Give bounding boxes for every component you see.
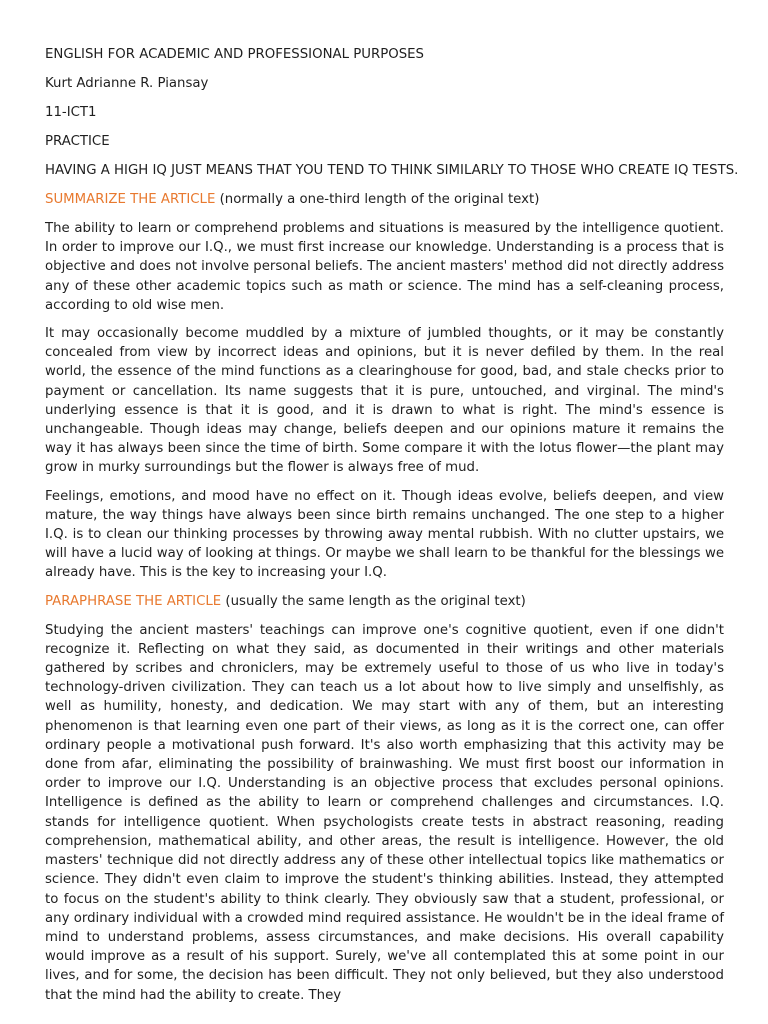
paraphrase-heading bbox=[45, 592, 724, 611]
paraphrase-paragraph-1: Studying the ancient masters' teachings can improve one's cognitive quotient, even if one didn't recognize it. Reflecting on what they said, as documented in their writings and other materials gathered by scribes and chroniclers, may be extremely useful to those of us who live in today's technology-driven civilization. They can teach us a lot about how to live simply and unselfishly, as well as humility, honesty, and dedication. We may start with any of them, but an interesting phenomenon is that learning even one part of their views, as long as it is the correct one, can offer ordinary people a motivational push forward. It's also worth emphasizing that this activity may be done from afar, eliminating the possibility of brainwashing. We must first boost our information in order to improve our I.Q. Understanding is an objective process that excludes personal opinions. Intelligence is defined as the ability to learn or comprehend challenges and circumstances. I.Q. stands for intelligence quotient. When psychologists create tests in abstract reasoning, reading comprehension, mathematical ability, and other areas, the result is intelligence. However, the old masters' technique did not directly address any of these other intellectual topics like mathematics or science. They didn't even claim to improve the student's thinking abilities. Instead, they attempted to focus on the student's ability to think clearly. They obviously saw that a student, professional, or any ordinary individual with a crowded mind required assistance. He wouldn't be in the ideal frame of mind to understand problems, assess circumstances, and make decisions. His overall capability would improve as a result of his support. Surely, we've all contemplated this at some point in our lives, and for some, the decision has been difficult. They not only believed, but they also understood that the mind had the ability to create. They bbox=[45, 622, 724, 1003]
student-name: Kurt Adrianne R. Piansay bbox=[45, 76, 209, 91]
summary-paragraph-2: It may occasionally become muddled by a mixture of jumbled thoughts, or it may be constantly concealed from view by incorrect ideas and opinions, but it is never defiled by them. In the real world, the essence of the mind functions as a clearinghouse for good, bad, and stale checks prior to payment or cancellation. Its name suggests that it is pure, untouched, and virginal. The mind's underlying essence is that it is good, and it is drawn to what is right. The mind's essence is unchangeable. Though ideas may change, beliefs deepen and our opinions mature it remains the way it has always been since the time of birth. Some compare it with the lotus flower—the plant may grow in murky surroundings but the flower is always free of mud. bbox=[45, 326, 724, 476]
summary-heading bbox=[45, 190, 724, 209]
summary-paragraph-1: The ability to learn or comprehend problems and situations is measured by the intelligence quotient. In order to improve our I.Q., we must first increase our knowledge. Understanding is a process that is objective and does not involve personal beliefs. The ancient masters' method did not directly address any of these other academic topics such as math or science. The mind has a self-cleaning process, according to old wise men. bbox=[45, 221, 724, 313]
summary-label: SUMMARIZE THE ARTICLE bbox=[45, 192, 216, 207]
course-title: ENGLISH FOR ACADEMIC AND PROFESSIONAL PURPOSES bbox=[45, 47, 424, 62]
paraphrase-label: PARAPHRASE THE ARTICLE bbox=[45, 593, 222, 609]
summary-paragraph-3: Feelings, emotions, and mood have no effect on it. Though ideas evolve, beliefs deepen, and view mature, the way things have always been since birth remains unchanged. The one step to a higher I.Q. is to clean our thinking processes by throwing away mental rubbish. With no clutter upstairs, we will have a lucid way of looking at things. Or maybe we shall learn to be thankful for the blessings we already have. This is the key to increasing your I.Q. bbox=[45, 488, 724, 581]
paraphrase-note: (usually the same length as the original text) bbox=[221, 593, 526, 609]
article-title: HAVING A HIGH IQ JUST MEANS THAT YOU TEND TO THINK SIMILARLY TO THOSE WHO CREATE IQ TESTS. bbox=[45, 163, 739, 178]
activity-label: PRACTICE bbox=[45, 134, 110, 149]
class-section: 11-ICT1 bbox=[45, 105, 97, 120]
summary-note: (normally a one-third length of the original text) bbox=[215, 192, 540, 207]
